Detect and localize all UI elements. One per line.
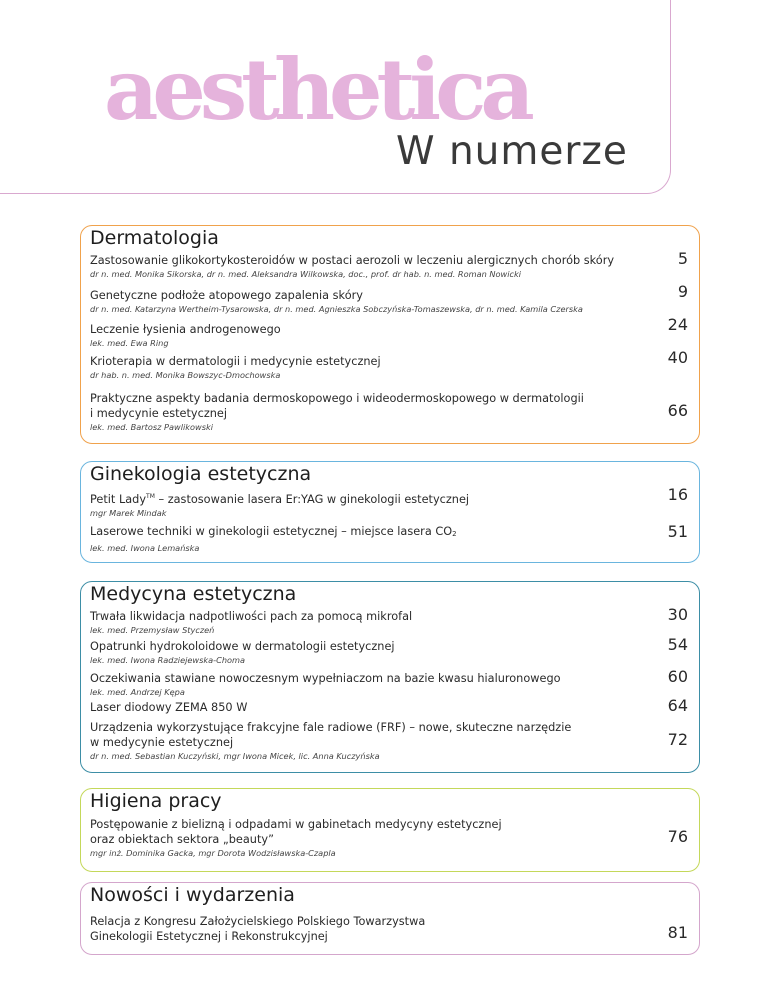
toc-entry[interactable] bbox=[90, 605, 690, 636]
article-title-line-2: w medycynie estetycznej bbox=[90, 736, 234, 749]
article-title: Oczekiwania stawiane nowoczesnym wypełniaczom na bazie kwasu hialuronowego bbox=[90, 672, 561, 685]
article-title: Trwała likwidacja nadpotliwości pach za pomocą mikrofal bbox=[90, 610, 413, 623]
page-number: 54 bbox=[667, 635, 688, 654]
article-title bbox=[90, 524, 690, 542]
subscript: 2 bbox=[452, 530, 457, 538]
article-title-line-1: Urządzenia wykorzystujące frakcyjne fale radiowe (FRF) – nowe, skuteczne narzędzie bbox=[90, 721, 572, 734]
toc-entry[interactable] bbox=[90, 249, 690, 280]
article-title-line-2: oraz obiektach sektora „beauty” bbox=[90, 833, 274, 846]
page-number: 66 bbox=[667, 401, 688, 420]
toc-entry[interactable] bbox=[90, 914, 690, 944]
article-title: Genetyczne podłoże atopowego zapalenia skóry bbox=[90, 289, 363, 302]
toc-entry[interactable] bbox=[90, 667, 690, 698]
article-title-line-1: Relacja z Kongresu Założycielskiego Polskiego Towarzystwa bbox=[90, 915, 426, 928]
toc-entry[interactable] bbox=[90, 288, 690, 315]
article-authors: dr n. med. Katarzyna Wertheim-Tysarowska, dr n. med. Agnieszka Sobczyńska-Tomaszewska, dr n. med. Kamila Czerska bbox=[90, 304, 583, 314]
article-authors: dr hab. n. med. Monika Bowszyc-Dmochowska bbox=[90, 370, 281, 380]
page-number: 76 bbox=[667, 827, 688, 846]
article-title-line-1: Praktyczne aspekty badania dermoskopowego i wideodermoskopowego w dermatologii bbox=[90, 392, 584, 405]
article-title-line-2: i medycynie estetycznej bbox=[90, 407, 227, 420]
article-title: Opatrunki hydrokoloidowe w dermatologii estetycznej bbox=[90, 640, 395, 653]
article-title-line-2: Ginekologii Estetycznej i Rekonstrukcyjnej bbox=[90, 930, 328, 943]
toc-entry[interactable] bbox=[90, 817, 690, 859]
article-authors: lek. med. Przemysław Styczeń bbox=[90, 625, 215, 635]
page-number: 64 bbox=[667, 696, 688, 715]
article-title-line-1: Postępowanie z bielizną i odpadami w gabinetach medycyny estetycznej bbox=[90, 818, 502, 831]
article-authors: lek. med. Iwona Lemańska bbox=[90, 543, 200, 553]
title-part: Laserowe techniki w ginekologii estetycznej – miejsce lasera CO bbox=[90, 525, 453, 538]
title-part: Petit Lady bbox=[90, 493, 147, 506]
page-number: 51 bbox=[667, 522, 688, 541]
page-number: 16 bbox=[667, 485, 688, 504]
page-number: 81 bbox=[667, 923, 688, 942]
magazine-logo: aesthetica bbox=[104, 40, 529, 139]
toc-entry[interactable] bbox=[90, 354, 690, 381]
page-number: 24 bbox=[667, 315, 688, 334]
article-authors: dr n. med. Monika Sikorska, dr n. med. Aleksandra Wilkowska, doc., prof. dr hab. n. med. Roman Nowicki bbox=[90, 269, 522, 279]
section-title: Higiena pracy bbox=[90, 790, 222, 812]
article-title: Zastosowanie glikokortykosteroidów w postaci aerozoli w leczeniu alergicznych chorób skóry bbox=[90, 254, 615, 267]
article-authors: lek. med. Bartosz Pawlikowski bbox=[90, 422, 213, 432]
toc-entry[interactable] bbox=[90, 391, 690, 433]
article-title bbox=[90, 485, 690, 507]
article-authors: mgr Marek Mindak bbox=[90, 508, 167, 518]
section-title: Ginekologia estetyczna bbox=[90, 463, 312, 485]
article-authors: mgr inż. Dominika Gacka, mgr Dorota Wodzisławska-Czapla bbox=[90, 848, 336, 858]
section-medycyna-estetyczna bbox=[80, 581, 700, 773]
article-authors: lek. med. Iwona Radziejewska-Choma bbox=[90, 655, 246, 665]
toc-entry[interactable] bbox=[90, 720, 690, 762]
toc-entry[interactable] bbox=[90, 322, 690, 349]
section-ginekologia-estetyczna bbox=[80, 461, 700, 563]
page-number: 40 bbox=[667, 348, 688, 367]
article-title: Laser diodowy ZEMA 850 W bbox=[90, 701, 248, 714]
page-number: 5 bbox=[677, 249, 688, 268]
toc-entry[interactable] bbox=[90, 524, 690, 554]
toc-entry[interactable] bbox=[90, 485, 690, 519]
section-higiena-pracy bbox=[80, 788, 700, 872]
page-number: 30 bbox=[667, 605, 688, 624]
page-number: 72 bbox=[667, 730, 688, 749]
page-number: 60 bbox=[667, 667, 688, 686]
page-number: 9 bbox=[677, 282, 688, 301]
article-authors: lek. med. Andrzej Kępa bbox=[90, 687, 185, 697]
section-title: Medycyna estetyczna bbox=[90, 583, 297, 605]
section-dermatologia bbox=[80, 225, 700, 444]
section-title: Dermatologia bbox=[90, 227, 219, 249]
section-title: Nowości i wydarzenia bbox=[90, 884, 295, 906]
article-authors: dr n. med. Sebastian Kuczyński, mgr Iwona Micek, lic. Anna Kuczyńska bbox=[90, 751, 380, 761]
title-part: – zastosowanie lasera Er:YAG w ginekologii estetycznej bbox=[154, 493, 470, 506]
toc-entry[interactable] bbox=[90, 696, 690, 715]
section-nowosci-i-wydarzenia bbox=[80, 882, 700, 955]
toc-entry[interactable] bbox=[90, 635, 690, 666]
page-title: W numerze bbox=[396, 129, 628, 174]
trademark-mark: TM bbox=[146, 493, 155, 500]
article-authors: lek. med. Ewa Ring bbox=[90, 338, 169, 348]
article-title: Leczenie łysienia androgenowego bbox=[90, 323, 281, 336]
article-title: Krioterapia w dermatologii i medycynie estetycznej bbox=[90, 355, 381, 368]
